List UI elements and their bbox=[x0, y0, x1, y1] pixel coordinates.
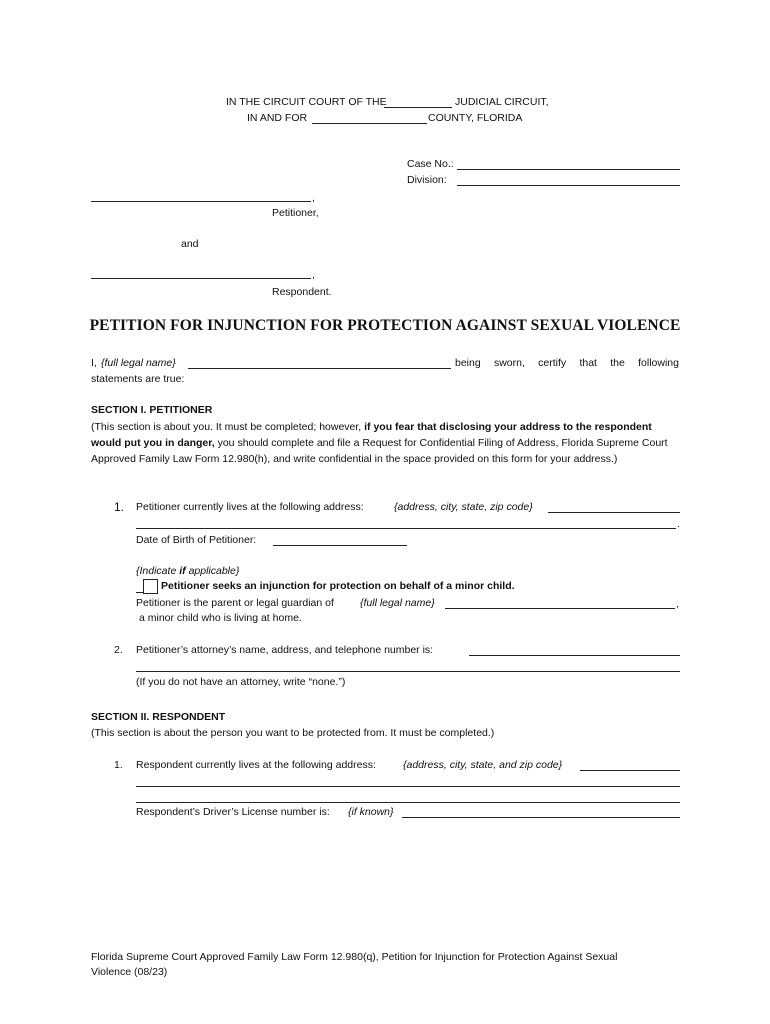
court-header-line1-b: JUDICIAL CIRCUIT, bbox=[455, 96, 549, 108]
respondent-address-hint: {address, city, state, and zip code} bbox=[403, 759, 563, 771]
respondent-address-field-3[interactable] bbox=[136, 802, 680, 803]
no-attorney-note: (If you do not have an attorney, write “none.”) bbox=[136, 676, 346, 688]
division-field[interactable] bbox=[457, 185, 680, 186]
petitioner-name-field[interactable] bbox=[91, 201, 311, 202]
court-header-line1-a: IN THE CIRCUIT COURT OF THE bbox=[226, 96, 387, 108]
attorney-text: Petitioner’s attorney’s name, address, and telephone number is: bbox=[136, 644, 434, 656]
petitioner-address-field-2[interactable] bbox=[136, 528, 676, 529]
attorney-field-2[interactable] bbox=[136, 671, 680, 672]
license-field[interactable] bbox=[402, 817, 680, 818]
minor-name-field[interactable] bbox=[445, 608, 675, 609]
respondent-address-field-1[interactable] bbox=[580, 770, 680, 771]
minor-name-hint: {full legal name} bbox=[360, 597, 435, 609]
and-label: and bbox=[181, 238, 199, 250]
court-header-line2-b: COUNTY, FLORIDA bbox=[428, 112, 523, 124]
indicate-applicable: {Indicate if applicable} bbox=[136, 565, 240, 577]
section1-item2-number: 2. bbox=[114, 644, 123, 656]
court-header-line2-a: IN AND FOR bbox=[247, 112, 308, 124]
section2-item1-number: 1. bbox=[114, 759, 123, 771]
parent-text: Petitioner is the parent or legal guardian of bbox=[136, 597, 334, 609]
section2-description: (This section is about the person you want to be protected from. It must be completed.) bbox=[91, 727, 495, 739]
intro-i: I, bbox=[91, 357, 97, 369]
division-label: Division: bbox=[407, 174, 447, 186]
petitioner-label: Petitioner, bbox=[272, 207, 319, 219]
section1-heading: SECTION I. PETITIONER bbox=[91, 404, 213, 416]
respondent-address-field-2[interactable] bbox=[136, 786, 680, 787]
petitioner-address-field-1[interactable] bbox=[548, 512, 680, 513]
address-hint: {address, city, state, zip code} bbox=[394, 501, 533, 513]
footer-line1: Florida Supreme Court Approved Family Law Form 12.980(q), Petition for Injunction for Protection Against Sexual bbox=[91, 951, 618, 963]
respondent-comma: , bbox=[312, 269, 315, 281]
minor-name-comma: , bbox=[676, 598, 679, 610]
petitioner-comma: , bbox=[312, 192, 315, 204]
section1-item1-number: 1. bbox=[114, 500, 125, 514]
respondent-label: Respondent. bbox=[272, 286, 332, 298]
footer-line2: Violence (08/23) bbox=[91, 966, 168, 978]
section1-danger-note: if you fear that disclosing your address to the respondent would put you in danger, bbox=[91, 421, 652, 449]
intro-line2: statements are true: bbox=[91, 373, 185, 385]
section1-description: (This section is about you. It must be completed; however, if you fear that disclosing your address to the respondent would put you in danger, you should complete and file a Request for Confidential Filing of Address, Florida Supreme Court Approved Family Law Form 12.980(h), and write confidential in the space provided on this form for your address.) bbox=[91, 421, 668, 465]
respondent-address-text: Respondent currently lives at the following address: bbox=[136, 759, 376, 771]
full-name-hint: {full legal name} bbox=[101, 357, 176, 369]
judicial-circuit-blank[interactable] bbox=[384, 107, 452, 108]
section1-item1-text: Petitioner currently lives at the following address: bbox=[136, 501, 364, 513]
minor-living-text: a minor child who is living at home. bbox=[139, 612, 302, 624]
case-no-label: Case No.: bbox=[407, 158, 454, 170]
minor-child-checkbox[interactable] bbox=[143, 579, 158, 594]
respondent-name-field[interactable] bbox=[91, 278, 311, 279]
dob-field[interactable] bbox=[273, 545, 407, 546]
county-blank[interactable] bbox=[312, 123, 427, 124]
full-legal-name-field[interactable] bbox=[188, 368, 451, 369]
dob-label: Date of Birth of Petitioner: bbox=[136, 534, 257, 546]
intro-sworn: being sworn, certify that the following bbox=[455, 357, 679, 369]
minor-child-checkbox-label: Petitioner seeks an injunction for protection on behalf of a minor child. bbox=[161, 580, 515, 592]
attorney-field-1[interactable] bbox=[469, 655, 680, 656]
address-period: . bbox=[677, 518, 680, 530]
section2-heading: SECTION II. RESPONDENT bbox=[91, 711, 226, 723]
license-hint: {if known} bbox=[348, 806, 394, 818]
case-no-field[interactable] bbox=[457, 169, 680, 170]
license-text: Respondent’s Driver’s License number is: bbox=[136, 806, 330, 818]
form-title: PETITION FOR INJUNCTION FOR PROTECTION AGAINST SEXUAL VIOLENCE bbox=[89, 317, 681, 334]
